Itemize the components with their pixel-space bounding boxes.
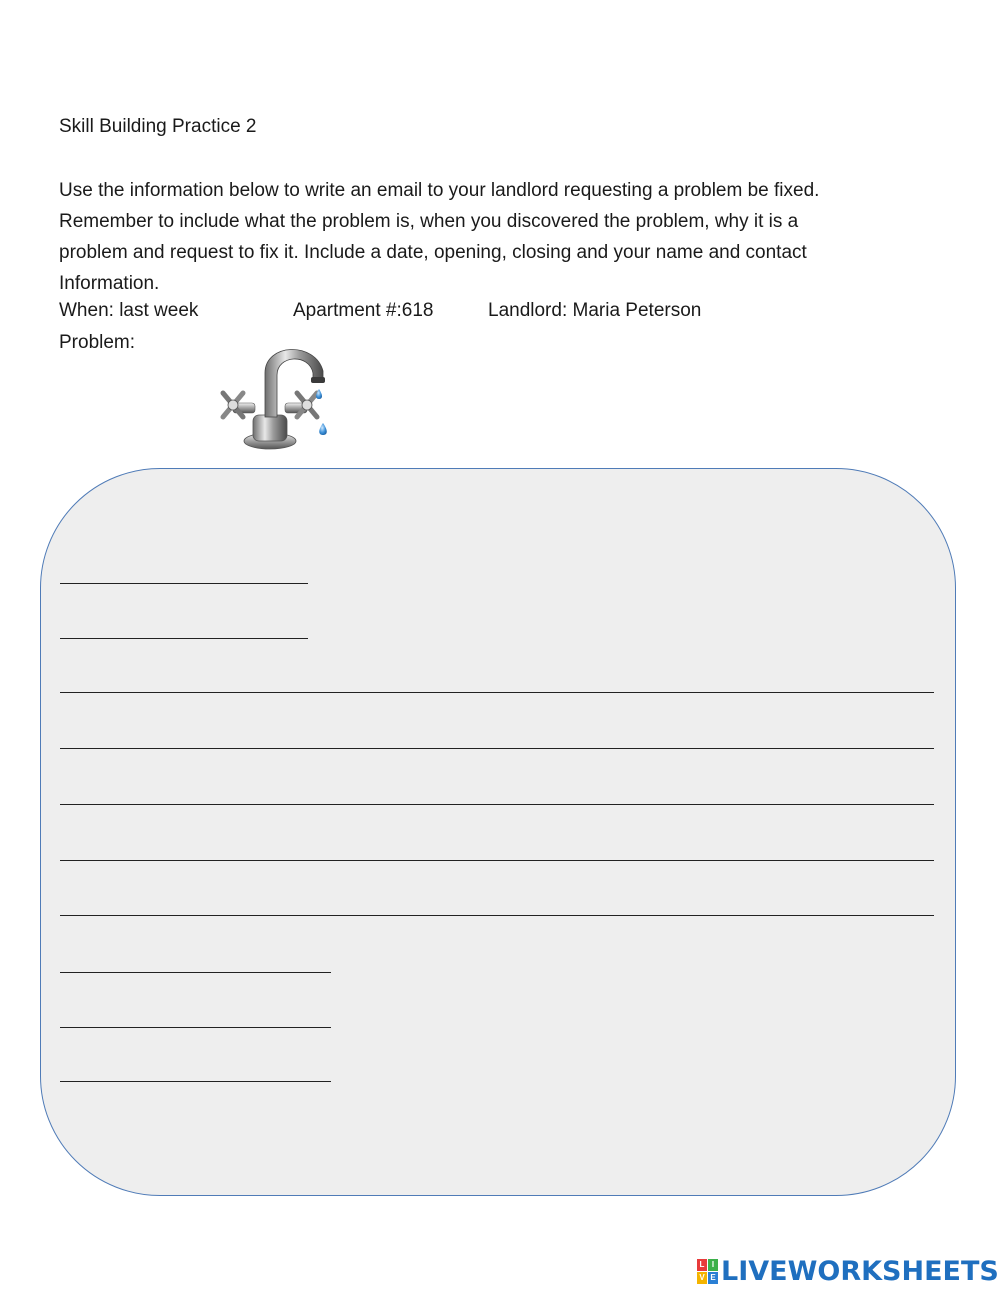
contact-line[interactable] xyxy=(60,1081,331,1082)
logo-block: L xyxy=(697,1259,707,1271)
instruction-line: Information. xyxy=(59,273,160,294)
letter-writing-box xyxy=(40,468,956,1196)
opening-line[interactable] xyxy=(60,638,308,639)
body-line[interactable] xyxy=(60,804,934,805)
logo-blocks-icon xyxy=(697,1259,718,1284)
info-landlord: Landlord: Maria Peterson xyxy=(488,300,702,321)
instructions xyxy=(59,175,939,299)
body-line[interactable] xyxy=(60,748,934,749)
logo-block: V xyxy=(697,1272,707,1284)
instruction-line: problem and request to fix it. Include a date, opening, closing and your name and contact xyxy=(59,242,807,263)
body-line[interactable] xyxy=(60,692,934,693)
date-line[interactable] xyxy=(60,583,308,584)
liveworksheets-logo xyxy=(697,1256,999,1286)
logo-block: I xyxy=(708,1259,718,1271)
info-when: When: last week xyxy=(59,300,199,321)
logo-text: LIVEWORKSHEETS xyxy=(721,1255,999,1287)
problem-label: Problem: xyxy=(59,332,136,353)
instruction-line: Remember to include what the problem is, when you discovered the problem, why it is a xyxy=(59,211,799,232)
closing-line[interactable] xyxy=(60,972,331,973)
leaking-faucet-icon xyxy=(215,333,335,455)
instruction-line: Use the information below to write an email to your landlord requesting a problem be fixed. xyxy=(59,180,820,201)
body-line[interactable] xyxy=(60,860,934,861)
info-apartment: Apartment #:618 xyxy=(293,300,434,321)
body-line[interactable] xyxy=(60,915,934,916)
name-line[interactable] xyxy=(60,1027,331,1028)
worksheet-title: Skill Building Practice 2 xyxy=(59,116,257,137)
logo-block: E xyxy=(708,1272,718,1284)
